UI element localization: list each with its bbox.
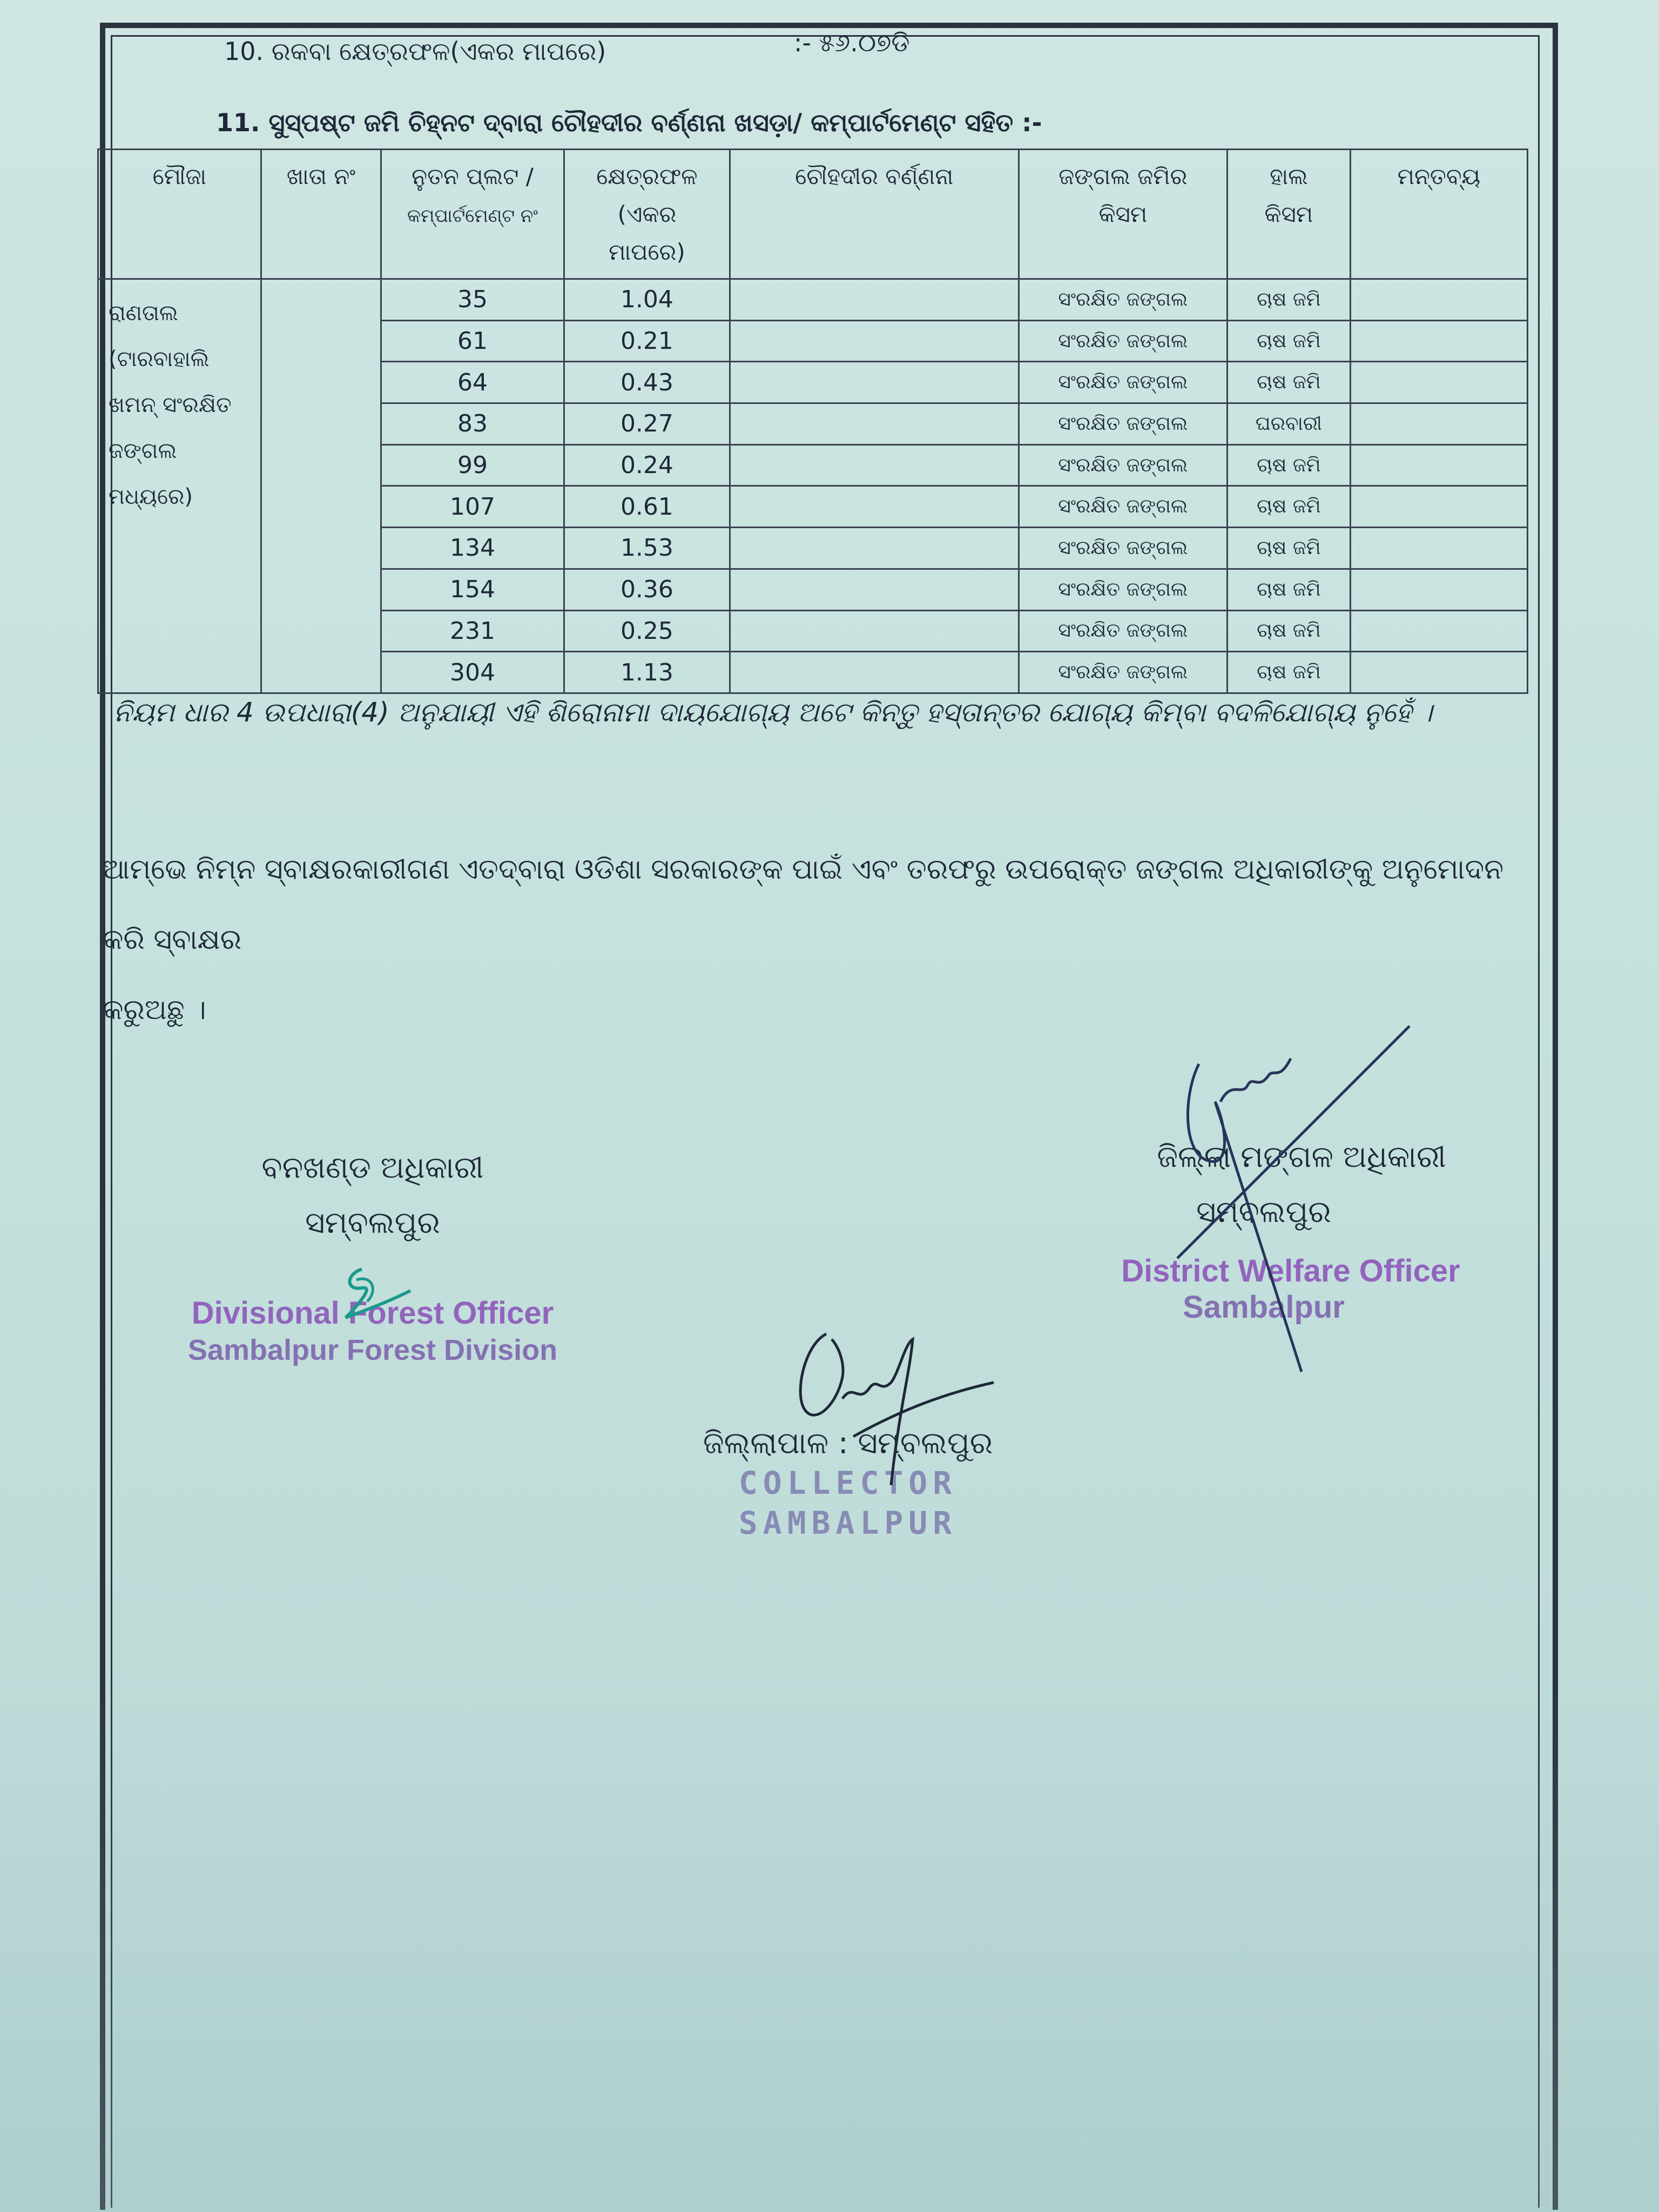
- forest-type-cell: ସଂରକ୍ଷିତ ଜଙ୍ଗଲ: [1019, 652, 1227, 693]
- mouza-cell: ରାଣତାଲ (ଟାରବାହାଲି ଖମନ୍ ସଂରକ୍ଷିତ ଜଙ୍ଗଲ ମଧ୍ୟରେ): [98, 279, 261, 693]
- photo-shading: [0, 1674, 1659, 2212]
- current-type-cell: ଚାଷ ଜମି: [1228, 652, 1351, 693]
- item11-label: 11. ସୁସ୍ପଷ୍ଟ ଜମି ଚିହ୍ନଟ ଦ୍ବାରା ଚୌହଦୀର ବର୍ଣ୍ଣନା ଖସଡ଼ା/ କମ୍ପାର୍ଟମେଣ୍ଟ ସହିତ :-: [216, 108, 1042, 137]
- remarks-cell: [1350, 610, 1527, 652]
- current-type-cell: ଚାଷ ଜମି: [1228, 486, 1351, 528]
- area-cell: 0.43: [564, 362, 730, 403]
- dwo-stamp-line-1: District Welfare Officer: [1121, 1253, 1460, 1289]
- remarks-cell: [1350, 279, 1527, 321]
- area-cell: 0.24: [564, 444, 730, 486]
- forest-type-cell: ସଂରକ୍ଷିତ ଜଙ୍ଗଲ: [1019, 320, 1227, 362]
- area-cell: 1.53: [564, 528, 730, 569]
- col-header-plot: ନୁତନ ପ୍ଲଟ / କମ୍ପାର୍ଟମେଣ୍ଟ ନଂ: [381, 150, 564, 279]
- item10-value: :- ୫୬.୦୭ଡି: [794, 28, 910, 57]
- current-type-cell: ଚାଷ ଜମି: [1228, 279, 1351, 321]
- plot-cell: 134: [381, 528, 564, 569]
- forest-type-cell: ସଂରକ୍ଷିତ ଜଙ୍ଗଲ: [1019, 444, 1227, 486]
- area-cell: 0.27: [564, 403, 730, 445]
- current-type-cell: ଚାଷ ଜମି: [1228, 528, 1351, 569]
- plot-cell: 99: [381, 444, 564, 486]
- remarks-cell: [1350, 362, 1527, 403]
- boundary-cell: [730, 610, 1019, 652]
- current-type-cell: ଚାଷ ଜମି: [1228, 569, 1351, 610]
- col-header-forest-type: ଜଙ୍ଗଲ ଜମିର କିସମ: [1019, 150, 1227, 279]
- dwo-signature: [1161, 1015, 1420, 1382]
- approval-line-2: କରୁଅଛୁ ।: [103, 994, 206, 1026]
- col-header-current-type: ହାଲ କିସମ: [1228, 150, 1351, 279]
- plot-cell: 64: [381, 362, 564, 403]
- plot-cell: 35: [381, 279, 564, 321]
- forest-type-cell: ସଂରକ୍ଷିତ ଜଙ୍ଗଲ: [1019, 403, 1227, 445]
- boundary-cell: [730, 652, 1019, 693]
- boundary-cell: [730, 362, 1019, 403]
- boundary-cell: [730, 444, 1019, 486]
- remarks-cell: [1350, 569, 1527, 610]
- col-header-khata: ଖାତା ନଂ: [261, 150, 381, 279]
- current-type-cell: ଚାଷ ଜମି: [1228, 320, 1351, 362]
- area-cell: 0.21: [564, 320, 730, 362]
- col-header-remarks: ମନ୍ତବ୍ୟ: [1350, 150, 1527, 279]
- area-cell: 0.36: [564, 569, 730, 610]
- area-cell: 0.61: [564, 486, 730, 528]
- khata-cell: [261, 279, 381, 693]
- boundary-cell: [730, 403, 1019, 445]
- remarks-cell: [1350, 444, 1527, 486]
- plot-cell: 231: [381, 610, 564, 652]
- dwo-stamp-line-2: Sambalpur: [1183, 1290, 1345, 1325]
- forest-type-cell: ସଂରକ୍ଷିତ ଜଙ୍ଗଲ: [1019, 528, 1227, 569]
- dfo-stamp-line-1: Divisional Forest Officer: [191, 1296, 554, 1331]
- remarks-cell: [1350, 320, 1527, 362]
- boundary-cell: [730, 320, 1019, 362]
- collector-signature: [783, 1323, 1010, 1518]
- col-header-mouza: ମୌଜା: [98, 150, 261, 279]
- forest-type-cell: ସଂରକ୍ଷିତ ଜଙ୍ଗଲ: [1019, 569, 1227, 610]
- plot-cell: 83: [381, 403, 564, 445]
- plot-cell: 107: [381, 486, 564, 528]
- rule-note: ନିୟମ ଧାର 4 ଉପଧାରା(4) ଅନୁଯାୟୀ ଏହି ଶିରୋନାମା ଦାୟଯୋଗ୍ୟ ଅଟେ କିନ୍ତୁ ହସ୍ତାନ୍ତର ଯୋଗ୍ୟ କିମ୍ବା ବଦଳିଯୋଗ୍ୟ ନୁହେଁ ।: [113, 697, 1433, 728]
- col-header-boundary: ଚୌହଦୀର ବର୍ଣ୍ଣନା: [730, 150, 1019, 279]
- forest-type-cell: ସଂରକ୍ଷିତ ଜଙ୍ଗଲ: [1019, 486, 1227, 528]
- dfo-place: ସମ୍ବଲପୁର: [305, 1205, 440, 1240]
- boundary-cell: [730, 569, 1019, 610]
- plot-cell: 61: [381, 320, 564, 362]
- area-cell: 0.25: [564, 610, 730, 652]
- dwo-title: ଜିଲ୍ଲା ମଙ୍ଗଳ ଅଧିକାରୀ: [1157, 1139, 1446, 1175]
- plot-cell: 154: [381, 569, 564, 610]
- land-details-table: [97, 149, 1528, 694]
- item10-label: 10. ରକବା କ୍ଷେତ୍ରଫଳ(ଏକର ମାପରେ): [224, 37, 606, 66]
- remarks-cell: [1350, 652, 1527, 693]
- area-cell: 1.04: [564, 279, 730, 321]
- remarks-cell: [1350, 403, 1527, 445]
- plot-cell: 304: [381, 652, 564, 693]
- dfo-signature: [324, 1258, 432, 1345]
- approval-paragraph: [103, 834, 1507, 1045]
- collector-stamp-line-1: COLLECTOR: [738, 1465, 957, 1501]
- remarks-cell: [1350, 528, 1527, 569]
- current-type-cell: ଚାଷ ଜମି: [1228, 610, 1351, 652]
- approval-line-1: ଆମ୍ଭେ ନିମ୍ନ ସ୍ବାକ୍ଷରକାରୀଗଣ ଏତଦ୍ବାରା ଓଡିଶା ସରକାରଙ୍କ ପାଇଁ ଏବଂ ତରଫରୁ ଉପରୋକ୍ତ ଜଙ୍ଗଲ ଅଧିକାରୀଙ୍କୁ ଅନୁମୋଦନ କରି ସ୍ବାକ୍ଷର: [103, 853, 1504, 956]
- col-header-area: କ୍ଷେତ୍ରଫଳ (ଏକର ମାପରେ): [564, 150, 730, 279]
- remarks-cell: [1350, 486, 1527, 528]
- current-type-cell: ଚାଷ ଜମି: [1228, 444, 1351, 486]
- current-type-cell: ଚାଷ ଜମି: [1228, 362, 1351, 403]
- collector-stamp-line-2: SAMBALPUR: [738, 1505, 957, 1541]
- dwo-place: ସମ୍ବଲପୁର: [1196, 1195, 1331, 1230]
- boundary-cell: [730, 279, 1019, 321]
- collector-title: ଜିଲ୍ଲାପାଳ : ସମ୍ବଲପୁର: [703, 1426, 993, 1461]
- area-cell: 1.13: [564, 652, 730, 693]
- boundary-cell: [730, 486, 1019, 528]
- dfo-stamp-line-2: Sambalpur Forest Division: [187, 1334, 558, 1366]
- current-type-cell: ଘରବାରୀ: [1228, 403, 1351, 445]
- dfo-title: ବନଖଣ୍ଡ ଅଧିକାରୀ: [261, 1150, 484, 1185]
- table-row: [98, 279, 1528, 321]
- table-header-row: [98, 150, 1528, 279]
- forest-type-cell: ସଂରକ୍ଷିତ ଜଙ୍ଗଲ: [1019, 279, 1227, 321]
- forest-type-cell: ସଂରକ୍ଷିତ ଜଙ୍ଗଲ: [1019, 362, 1227, 403]
- boundary-cell: [730, 528, 1019, 569]
- forest-type-cell: ସଂରକ୍ଷିତ ଜଙ୍ଗଲ: [1019, 610, 1227, 652]
